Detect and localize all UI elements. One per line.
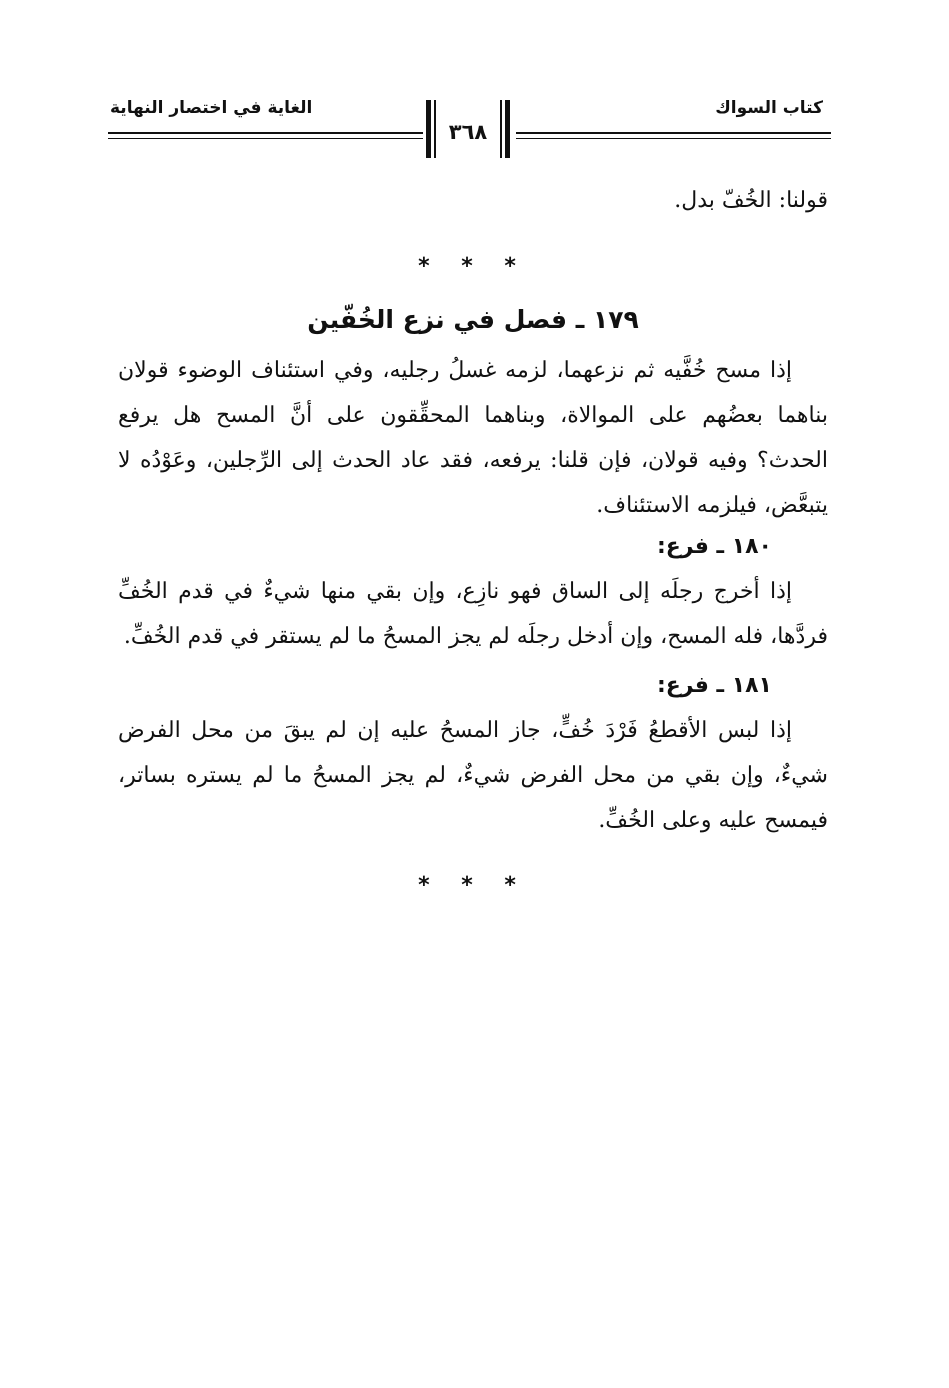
branch-heading-181: ١٨١ ـ فرع:	[656, 673, 772, 698]
separator-stars: * * *	[418, 254, 528, 279]
page-body	[118, 178, 828, 898]
branch-paragraph-181-text: إذا لبس الأقطعُ فَرْدَ خُفٍّ، جاز المسحُ عليه إن لم يبقَ من محل الفرض شيءٌ، وإن بقي من محل الفرض شيءٌ، لم يجز المسحُ ما لم يستره بساتر، فيمسح عليه وعلى الخُفِّ.	[118, 718, 828, 833]
book-title: كتاب السواك	[715, 98, 823, 118]
series-title: الغاية في اختصار النهاية	[110, 98, 313, 118]
frame-bar	[500, 100, 502, 158]
section-paragraph	[118, 348, 828, 528]
header-rule-right	[516, 132, 831, 134]
header-rule-left	[108, 132, 423, 134]
page-number-frame	[426, 100, 510, 158]
running-header	[108, 96, 831, 166]
branch-paragraph-180-text: إذا أخرج رجلَه إلى الساق فهو نازِع، وإن بقي منها شيءٌ في قدم الخُفِّ فردَّها، فله المسح، وإن أدخل رجلَه لم يجز المسحُ ما لم يستقر في قدم الخُفِّ.	[118, 579, 828, 649]
section-title: ١٧٩ ـ فصل في نزع الخُفّين	[307, 305, 639, 334]
header-rule-left-thin	[108, 138, 423, 139]
frame-bar	[505, 100, 510, 158]
frame-bar	[434, 100, 436, 158]
branch-paragraph-181	[118, 708, 828, 843]
closing-separator-stars: * * *	[418, 873, 528, 898]
header-rule-right-thin	[516, 138, 831, 139]
branch-heading-180: ١٨٠ ـ فرع:	[656, 534, 772, 559]
page-number: ٣٦٨	[448, 120, 488, 144]
opening-line: قولنا: الخُفّ بدل.	[674, 188, 828, 213]
branch-paragraph-180	[118, 569, 828, 659]
frame-bar	[426, 100, 431, 158]
section-paragraph-text: إذا مسح خُفَّيه ثم نزعهما، لزمه غسلُ رجليه، وفي استئناف الوضوء قولان بناهما بعضُهم على الموالاة، وبناهما المحقِّقون على أنَّ المسح هل يرفع الحدث؟ وفيه قولان، فإن قلنا: يرفعه، فقد عاد الحدث إلى الرِّجلين، وعَوْدُه لا يتبعَّض، فيلزمه الاستئناف.	[118, 358, 829, 518]
